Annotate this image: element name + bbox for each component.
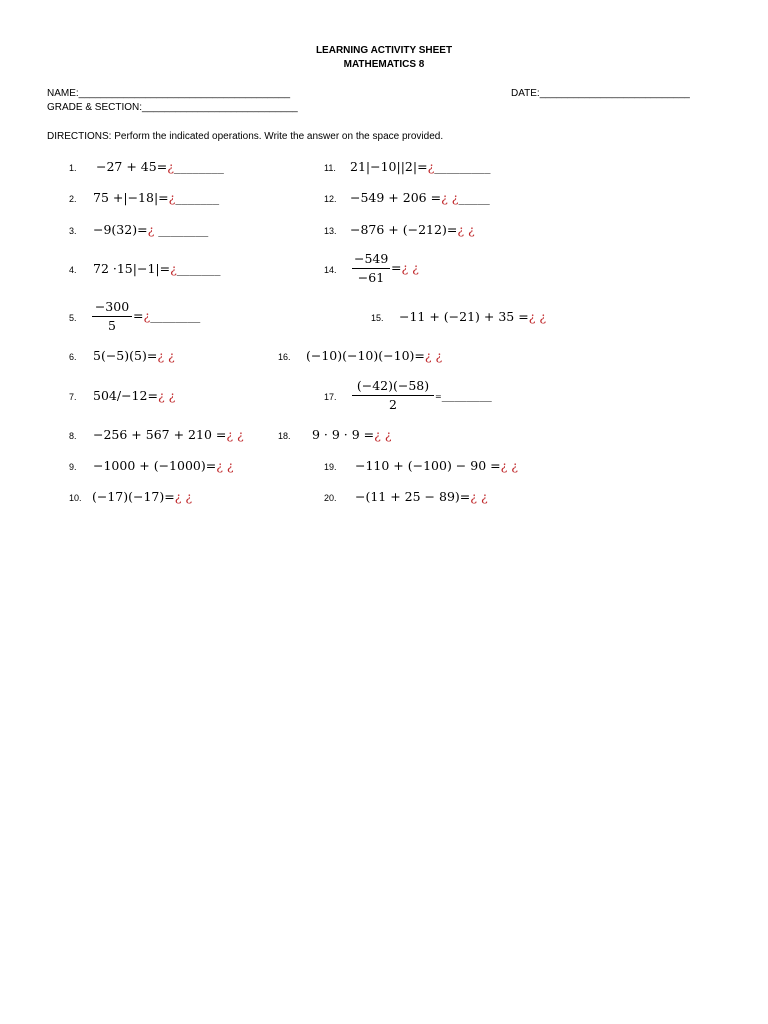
item-expression: −876 + (−212)=¿ ¿ <box>350 222 475 237</box>
answer-mark: ¿ ¿ <box>226 427 244 442</box>
fraction-numerator: −300 <box>92 301 132 317</box>
item-number: 7. <box>69 392 77 402</box>
fraction-denominator: 2 <box>389 396 397 412</box>
item-number: 17. <box>324 392 337 402</box>
item-number: 13. <box>324 226 337 236</box>
item-number: 4. <box>69 265 77 275</box>
answer-mark: ¿ <box>170 261 177 276</box>
item-expression: −27 + 45=¿________ <box>96 159 224 174</box>
item-answer: =________ <box>435 387 492 402</box>
item-number: 6. <box>69 352 77 362</box>
answer-mark: ¿ <box>147 222 155 237</box>
fraction-denominator: 5 <box>108 317 116 333</box>
answer-mark: ¿ <box>427 159 435 174</box>
fraction-numerator: −549 <box>352 253 390 269</box>
fraction-numerator: (−42)(−58) <box>352 380 434 396</box>
answer-mark: ¿ ¿ <box>157 348 175 363</box>
answer-mark: ¿ ¿ <box>174 489 193 504</box>
answer-mark: ¿ <box>143 308 151 323</box>
item-answer: =¿________ <box>133 308 201 323</box>
answer-blank[interactable]: ________ <box>150 308 201 323</box>
item-number: 12. <box>324 194 337 204</box>
answer-mark: ¿ ¿ <box>500 458 519 473</box>
answer-blank[interactable]: ________ <box>441 387 492 402</box>
date-field[interactable]: DATE:___________________________ <box>511 88 690 99</box>
item-fraction <box>352 253 390 284</box>
item-number: 14. <box>324 265 337 275</box>
item-number: 1. <box>69 163 77 173</box>
answer-blank[interactable]: _______ <box>175 190 220 205</box>
item-number: 18. <box>278 431 291 441</box>
item-expression: 21|−10||2|=¿_________ <box>350 159 491 174</box>
answer-mark: ¿ <box>168 190 176 205</box>
item-number: 15. <box>371 313 384 323</box>
item-expression: −(11 + 25 − 89)=¿ ¿ <box>355 489 488 504</box>
item-fraction <box>92 301 132 332</box>
item-expression: 504/−12=¿ ¿ <box>93 388 176 403</box>
item-answer: =¿ ¿ <box>391 260 419 275</box>
answer-mark: ¿ ¿ <box>157 388 176 403</box>
item-expression: 5(−5)(5)=¿ ¿ <box>93 348 175 363</box>
item-number: 3. <box>69 226 77 236</box>
answer-mark: ¿ <box>167 159 174 174</box>
name-field[interactable]: NAME:______________________________________ <box>47 88 291 99</box>
item-expression: −110 + (−100) − 90 =¿ ¿ <box>355 458 519 473</box>
answer-mark: ¿ ¿ <box>216 458 234 473</box>
answer-mark: ¿ ¿ <box>424 348 443 363</box>
item-expression: −9(32)=¿ ________ <box>93 222 209 237</box>
item-expression: −549 + 206 =¿ ¿_____ <box>350 190 490 205</box>
item-number: 10. <box>69 493 82 503</box>
fraction-denominator: −61 <box>357 269 385 285</box>
item-number: 5. <box>69 313 77 323</box>
answer-blank[interactable]: _______ <box>176 261 221 276</box>
item-number: 2. <box>69 194 77 204</box>
answer-blank[interactable]: _____ <box>458 190 490 205</box>
item-expression: 75 +|−18|=¿_______ <box>93 190 220 205</box>
sheet-subtitle: MATHEMATICS 8 <box>343 59 425 70</box>
item-expression: (−10)(−10)(−10)=¿ ¿ <box>306 348 443 363</box>
sheet-title: LEARNING ACTIVITY SHEET <box>315 45 453 56</box>
grade-section-field[interactable]: GRADE & SECTION:____________________________ <box>47 102 298 113</box>
answer-mark: ¿ ¿ <box>374 427 392 442</box>
item-number: 20. <box>324 493 337 503</box>
item-expression: 9 · 9 · 9 =¿ ¿ <box>312 427 392 442</box>
item-expression: −1000 + (−1000)=¿ ¿ <box>93 458 234 473</box>
answer-mark: ¿ ¿ <box>470 489 488 504</box>
item-expression: (−17)(−17)=¿ ¿ <box>92 489 193 504</box>
answer-mark: ¿ ¿ <box>457 222 475 237</box>
answer-blank[interactable]: ________ <box>173 159 224 174</box>
item-expression: −256 + 567 + 210 =¿ ¿ <box>93 427 244 442</box>
item-number: 9. <box>69 462 77 472</box>
item-number: 11. <box>324 163 336 173</box>
answer-blank[interactable]: ________ <box>154 222 209 237</box>
answer-mark: ¿ ¿ <box>528 309 547 324</box>
item-fraction <box>352 380 434 411</box>
item-number: 16. <box>278 352 291 362</box>
answer-mark: ¿ ¿ <box>401 260 419 275</box>
answer-mark: ¿ ¿ <box>441 190 459 205</box>
item-number: 19. <box>324 462 337 472</box>
item-expression: −11 + (−21) + 35 =¿ ¿ <box>399 309 547 324</box>
item-expression: 72 ·15|−1|=¿_______ <box>93 261 221 276</box>
directions-text: DIRECTIONS: Perform the indicated operations. Write the answer on the space provided. <box>47 131 444 142</box>
answer-blank[interactable]: _________ <box>434 159 491 174</box>
item-number: 8. <box>69 431 77 441</box>
